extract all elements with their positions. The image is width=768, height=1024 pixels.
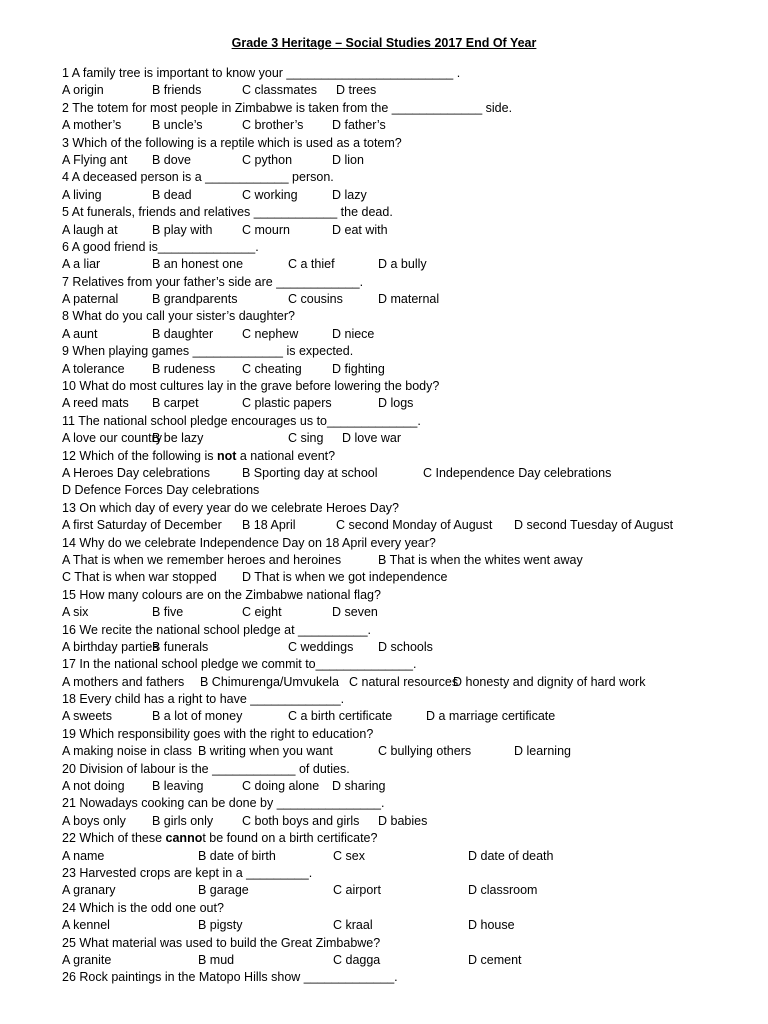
answer-option: C plastic papers — [242, 396, 332, 411]
question-line — [62, 500, 752, 517]
answer-option: C natural resources — [349, 674, 459, 689]
answer-option: B date of birth — [198, 848, 276, 863]
question-line — [62, 900, 752, 917]
answer-option: D lazy — [332, 187, 367, 202]
answer-option: D niece — [332, 326, 375, 341]
question-text: 13 On which day of every year do we celebrate Heroes Day? — [62, 500, 399, 515]
answer-option: A aunt — [62, 326, 98, 341]
options-line — [62, 517, 752, 534]
answer-option: B uncle’s — [152, 118, 203, 133]
answer-option: D schools — [378, 639, 433, 654]
answer-option: C a thief — [288, 257, 335, 272]
question-list — [62, 65, 752, 987]
answer-option: B be lazy — [152, 431, 204, 446]
answer-option: C bullying others — [378, 744, 472, 759]
answer-option: D cement — [468, 952, 522, 967]
answer-option: C nephew — [242, 326, 299, 341]
answer-option: D a marriage certificate — [426, 709, 556, 724]
question-text: 3 Which of the following is a reptile which is used as a totem? — [62, 135, 402, 150]
answer-option: C That is when war stopped — [62, 570, 217, 585]
question-text: t be found on a birth certificate? — [202, 831, 378, 846]
options-line — [62, 117, 752, 134]
answer-option: A not doing — [62, 779, 125, 794]
question-text: 7 Relatives from your father’s side are ____________. — [62, 274, 364, 289]
answer-option: A Heroes Day celebrations — [62, 465, 210, 480]
question-text: 16 We recite the national school pledge at __________. — [62, 622, 372, 637]
question-line — [62, 448, 752, 465]
page-title: Grade 3 Heritage – Social Studies 2017 End Of Year — [231, 36, 537, 50]
answer-option: B 18 April — [242, 518, 296, 533]
answer-option: D house — [468, 918, 515, 933]
answer-option: B funerals — [152, 639, 209, 654]
question-line — [62, 343, 752, 360]
question-line — [62, 656, 752, 673]
options-line — [62, 430, 752, 447]
answer-option: A kennel — [62, 918, 110, 933]
answer-option: C weddings — [288, 639, 354, 654]
question-text: 8 What do you call your sister’s daughter? — [62, 309, 295, 324]
question-emphasis: canno — [165, 831, 203, 846]
answer-option: C both boys and girls — [242, 813, 360, 828]
answer-option: B daughter — [152, 326, 214, 341]
options-line — [62, 552, 752, 569]
answer-option: D classroom — [468, 883, 538, 898]
question-line — [62, 100, 752, 117]
options-line — [62, 674, 752, 691]
answer-option: D father’s — [332, 118, 386, 133]
answer-option: B dove — [152, 152, 191, 167]
question-line — [62, 239, 752, 256]
answer-option: D date of death — [468, 848, 554, 863]
options-line — [62, 708, 752, 725]
answer-option: D eat with — [332, 222, 388, 237]
answer-option: C sing — [288, 431, 324, 446]
question-line — [62, 169, 752, 186]
answer-option: A mother’s — [62, 118, 122, 133]
answer-option: D learning — [514, 744, 571, 759]
answer-option: D maternal — [378, 292, 440, 307]
answer-option: D logs — [378, 396, 414, 411]
answer-option: A reed mats — [62, 396, 129, 411]
question-line — [62, 135, 752, 152]
answer-option: D lion — [332, 152, 364, 167]
options-line — [62, 152, 752, 169]
question-text: 17 In the national school pledge we commit to______________. — [62, 657, 417, 672]
question-text: 10 What do most cultures lay in the grave before lowering the body? — [62, 379, 440, 394]
question-text: 22 Which of these — [62, 831, 166, 846]
question-line — [62, 378, 752, 395]
answer-option: A origin — [62, 83, 104, 98]
answer-option: C classmates — [242, 83, 318, 98]
answer-option: B Chimurenga/Umvukela — [200, 674, 339, 689]
options-line — [62, 778, 752, 795]
question-text: 12 Which of the following is — [62, 448, 217, 463]
options-line — [62, 326, 752, 343]
answer-option: A first Saturday of December — [62, 518, 222, 533]
answer-option: B pigsty — [198, 918, 243, 933]
answer-option: C eight — [242, 605, 282, 620]
answer-option: A love our country — [62, 431, 163, 446]
question-line — [62, 65, 752, 82]
question-text: 14 Why do we celebrate Independence Day on 18 April every year? — [62, 535, 436, 550]
answer-option: A laugh at — [62, 222, 118, 237]
answer-option: C doing alone — [242, 779, 320, 794]
answer-option: D trees — [336, 83, 377, 98]
answer-option: A tolerance — [62, 361, 125, 376]
options-line — [62, 952, 752, 969]
answer-option: D That is when we got independence — [242, 570, 448, 585]
answer-option: B carpet — [152, 396, 199, 411]
question-text: 9 When playing games _____________ is expected. — [62, 344, 354, 359]
question-text: 5 At funerals, friends and relatives ____________ the dead. — [62, 205, 393, 220]
question-text: 18 Every child has a right to have _____________. — [62, 692, 345, 707]
answer-option: D a bully — [378, 257, 427, 272]
options-line — [62, 465, 752, 482]
question-text: a national event? — [236, 448, 336, 463]
question-text: 15 How many colours are on the Zimbabwe national flag? — [62, 587, 381, 602]
answer-option: B garage — [198, 883, 249, 898]
options-line — [62, 848, 752, 865]
options-line — [62, 82, 752, 99]
answer-option: A Flying ant — [62, 152, 128, 167]
question-text: 1 A family tree is important to know your ________________________ . — [62, 66, 461, 80]
answer-option: B That is when the whites went away — [378, 552, 583, 567]
answer-option: B rudeness — [152, 361, 216, 376]
question-line — [62, 274, 752, 291]
question-line — [62, 587, 752, 604]
answer-option: B mud — [198, 952, 235, 967]
answer-option: B leaving — [152, 779, 204, 794]
answer-option: B dead — [152, 187, 192, 202]
question-line — [62, 761, 752, 778]
question-line — [62, 308, 752, 325]
options-line — [62, 222, 752, 239]
answer-option: C airport — [333, 883, 381, 898]
options-line — [62, 639, 752, 656]
options-line — [62, 395, 752, 412]
options-line — [62, 917, 752, 934]
question-text: 19 Which responsibility goes with the right to education? — [62, 726, 374, 741]
answer-option: B play with — [152, 222, 213, 237]
question-line — [62, 204, 752, 221]
answer-option: B Sporting day at school — [242, 465, 378, 480]
answer-option: D sharing — [332, 779, 386, 794]
options-line — [62, 604, 752, 621]
answer-option: D love war — [342, 431, 402, 446]
question-text: 24 Which is the odd one out? — [62, 900, 224, 915]
answer-option: A birthday parties — [62, 639, 159, 654]
answer-option: C working — [242, 187, 298, 202]
answer-option: D fighting — [332, 361, 385, 376]
answer-option: B an honest one — [152, 257, 244, 272]
question-line — [62, 535, 752, 552]
answer-option: A making noise in class — [62, 744, 192, 759]
answer-option: A sweets — [62, 709, 113, 724]
options-line — [62, 813, 752, 830]
answer-option: C cousins — [288, 292, 343, 307]
options-line — [62, 482, 752, 499]
options-line — [62, 743, 752, 760]
question-text: 6 A good friend is______________. — [62, 239, 259, 254]
answer-option: B friends — [152, 83, 202, 98]
answer-option: D second Tuesday of August — [514, 518, 674, 533]
question-line — [62, 726, 752, 743]
question-line — [62, 622, 752, 639]
answer-option: C a birth certificate — [288, 709, 393, 724]
answer-option: B five — [152, 605, 184, 620]
question-text: 11 The national school pledge encourages us to_____________. — [62, 413, 421, 428]
question-line — [62, 795, 752, 812]
answer-option: C brother’s — [242, 118, 304, 133]
options-line — [62, 291, 752, 308]
answer-option: C mourn — [242, 222, 290, 237]
answer-option: A a liar — [62, 257, 101, 272]
question-line — [62, 691, 752, 708]
answer-option: C Independence Day celebrations — [423, 465, 612, 480]
question-line — [62, 865, 752, 882]
question-line — [62, 830, 752, 847]
options-line — [62, 569, 752, 586]
question-emphasis: not — [216, 448, 237, 463]
answer-option: C sex — [333, 848, 365, 863]
question-line — [62, 413, 752, 430]
answer-option: B girls only — [152, 813, 214, 828]
answer-option: A mothers and fathers — [62, 674, 185, 689]
answer-option: B writing when you want — [198, 744, 333, 759]
answer-option: D honesty and dignity of hard work — [453, 674, 646, 689]
answer-option: C cheating — [242, 361, 302, 376]
question-text: 21 Nowadays cooking can be done by _______________. — [62, 796, 385, 811]
answer-option: A granite — [62, 952, 112, 967]
answer-option: D seven — [332, 605, 378, 620]
answer-option: B a lot of money — [152, 709, 243, 724]
question-line — [62, 935, 752, 952]
question-text: 20 Division of labour is the ____________ of duties. — [62, 761, 350, 776]
answer-option: A That is when we remember heroes and heroines — [62, 552, 342, 567]
answer-option: D babies — [378, 813, 428, 828]
answer-option: C dagga — [333, 952, 381, 967]
answer-option: A six — [62, 605, 89, 620]
options-line — [62, 882, 752, 899]
answer-option: C kraal — [333, 918, 373, 933]
answer-option: A name — [62, 848, 105, 863]
answer-option: D Defence Forces Day celebrations — [62, 483, 260, 498]
answer-option: C second Monday of August — [336, 518, 493, 533]
question-text: 23 Harvested crops are kept in a _________. — [62, 865, 313, 880]
question-text: 4 A deceased person is a ____________ person. — [62, 170, 334, 185]
options-line — [62, 187, 752, 204]
question-line — [62, 969, 752, 986]
question-text: 25 What material was used to build the Great Zimbabwe? — [62, 935, 381, 950]
answer-option: A granary — [62, 883, 116, 898]
options-line — [62, 361, 752, 378]
question-text: 2 The totem for most people in Zimbabwe is taken from the _____________ side. — [62, 100, 513, 115]
answer-option: B grandparents — [152, 292, 238, 307]
answer-option: A paternal — [62, 292, 119, 307]
question-text: 26 Rock paintings in the Matopo Hills show _____________. — [62, 970, 398, 985]
options-line — [62, 256, 752, 273]
answer-option: A boys only — [62, 813, 126, 828]
answer-option: A living — [62, 187, 102, 202]
answer-option: C python — [242, 152, 293, 167]
